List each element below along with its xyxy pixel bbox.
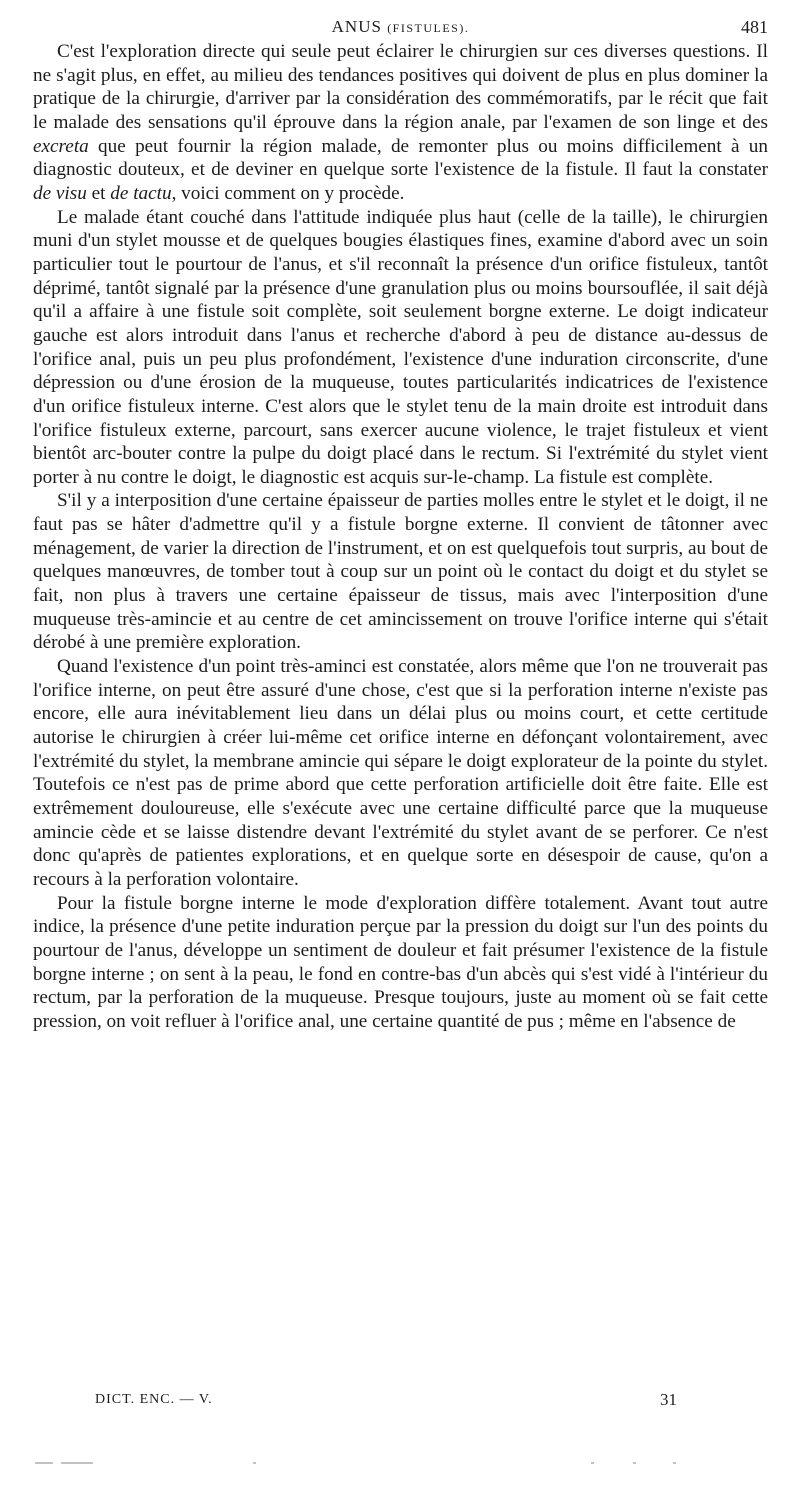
- body-text: [33, 40, 768, 1034]
- printer-signature: DICT. ENC. — V.: [95, 1392, 213, 1407]
- scan-speck: [253, 1462, 256, 1464]
- page-number: 481: [741, 17, 768, 37]
- scan-speck: [673, 1462, 676, 1464]
- text-run: Pour la fistule borgne interne le mode d'exploration diffère totalement. Avant tout autre indice, la présence d'une petite induration perçue par la pression du doigt sur l'un des points du pourtour de l'anus, développe un sentiment de douleur et fait présumer l'existence de la fistule borgne interne ; on sent à la peau, le fond en contre-bas d'un abcès qui s'est vidé à l'intérieur du rectum, par la perforation de la muqueuse. Presque toujours, juste au moment où se fait cette pression, on voit refluer à l'orifice anal, une certaine quantité de pus ; même en l'absence de: [33, 892, 768, 1032]
- running-title: [33, 17, 768, 37]
- running-title-sub: (FISTULES).: [387, 21, 470, 35]
- text-run: et: [86, 182, 111, 204]
- scan-speck: [633, 1462, 636, 1464]
- paragraph: [33, 892, 768, 1034]
- running-header: [33, 0, 768, 40]
- text-run: Quand l'existence d'un point très-aminci est constatée, alors même que l'on ne trouverait pas l'orifice interne, on peut être assuré d'une chose, c'est que si la perforation interne n'existe pas encore, elle aura inévitablement lieu dans un délai plus ou moins court, et cette certitude autorise le chirurgien à créer lui-même cet orifice interne en défonçant volontairement, avec l'extrémité du stylet, la membrane amincie qui sépare le doigt explorateur de la pointe du stylet. Toutefois ce n'est pas de prime abord que cette perforation artificielle doit être faite. Elle est extrêmement douloureuse, elle s'exécute avec une certaine difficulté parce que la muqueuse amincie cède et se laisse distendre devant l'extrémité du stylet avant de se perforer. Ce n'est donc qu'après de patientes explorations, et en quelque sorte en désespoir de cause, qu'on a recours à la perforation volontaire.: [33, 656, 768, 890]
- text-run: S'il y a interposition d'une certaine épaisseur de parties molles entre le stylet et le doigt, il ne faut pas se hâter d'admettre qu'il y a fistule borgne externe. Il convient de tâtonner avec ménagement, de varier la direction de l'instrument, et on est quelquefois tout surpris, au bout de quelques manœuvres, de tomber tout à coup sur un point où le contact du doigt et du stylet se fait, non plus à travers une certaine épaisseur de tissus, mais avec l'interposition d'une muqueuse très-amincie et au centre de cet amincissement on trouve l'orifice interne qui s'était dérobé à une première exploration.: [33, 490, 768, 654]
- paragraph: [33, 489, 768, 655]
- scan-noise: [33, 1462, 768, 1468]
- paragraph: [33, 206, 768, 490]
- scan-speck: [61, 1462, 93, 1464]
- italic-phrase: de visu: [33, 182, 87, 204]
- scan-speck: [591, 1462, 594, 1464]
- text-run: que peut fournir la région malade, de remonter plus ou moins difficilement à un diagnostic douteux, et de deviner en quelque sorte l'existence de la fistule. Il faut la constater: [33, 135, 768, 181]
- italic-phrase: de tactu: [110, 182, 172, 204]
- signature-number: 31: [660, 1390, 677, 1409]
- page-footer: [33, 1388, 768, 1418]
- text-run: C'est l'exploration directe qui seule peut éclairer le chirurgien sur ces diverses questions. Il ne s'agit plus, en effet, au milieu des tendances positives qui doivent de plus en plus dominer la pratique de la chirurgie, d'arriver par la considération des commémoratifs, par le récit que fait le malade des sensations qu'il éprouve dans la région anale, par l'examen de son linge et des: [33, 41, 768, 133]
- text-run: , voici comment on y procède.: [171, 182, 405, 204]
- document-page: [33, 0, 768, 1503]
- text-run: Le malade étant couché dans l'attitude indiquée plus haut (celle de la taille), le chirurgien muni d'un stylet mousse et de quelques bougies élastiques fines, examine d'abord avec un soin particulier tout le pourtour de l'anus, et s'il reconnaît la présence d'un orifice fistuleux, tantôt déprimé, tantôt signalé par la présence d'une granulation plus ou moins boursouflée, il sait déjà qu'il a affaire à une fistule soit complète, soit seulement borgne externe. Le doigt indicateur gauche est alors introduit dans l'anus et recherche d'abord à peu de distance au-dessus de l'orifice anal, puis un peu plus profondément, l'existence d'une induration circonscrite, d'une dépression ou d'une érosion de la muqueuse, toutes particularités indicatrices de l'existence d'un orifice fistuleux interne. C'est alors que le stylet tenu de la main droite est introduit dans l'orifice fistuleux externe, parcourt, sans exercer aucune violence, le trajet fistuleux et vient bientôt arc-bouter contre la pulpe du doigt placé dans le rectum. Si l'extrémité du stylet vient porter à nu contre le doigt, le diagnostic est acquis sur-le-champ. La fistule est complète.: [33, 206, 768, 488]
- paragraph: [33, 655, 768, 892]
- scan-speck: [35, 1462, 53, 1464]
- paragraph: [33, 40, 768, 206]
- running-title-main: ANUS: [331, 17, 382, 36]
- italic-phrase: excreta: [33, 135, 89, 157]
